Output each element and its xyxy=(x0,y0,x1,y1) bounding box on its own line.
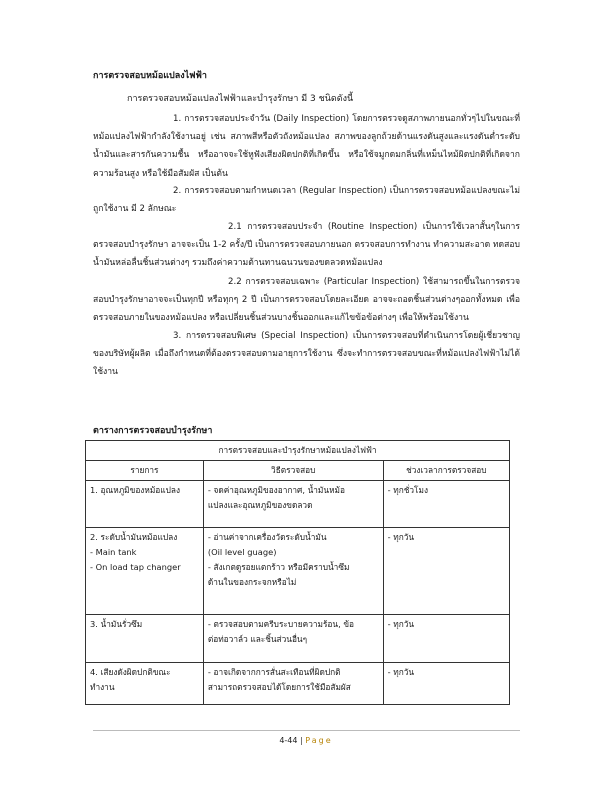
cell-line: - Main tank xyxy=(90,547,137,557)
cell-period xyxy=(383,528,509,615)
paragraph-particular-inspection xyxy=(93,273,520,328)
table-row xyxy=(86,615,510,663)
table-caption-row xyxy=(86,441,510,461)
cell-method xyxy=(203,615,383,663)
table-header-row xyxy=(86,461,510,481)
cell-period xyxy=(383,481,509,528)
cell-line: - จดค่าอุณหภูมิของอากาศ, น้ำมันหม้อ xyxy=(207,485,345,495)
paragraph-regular-text: 2. การตรวจสอบตามกำหนดเวลา (Regular Inspection) เป็นการตรวจสอบหม้อแปลงขณะไม่ถูกใช้งาน มี 2 ลักษณะ xyxy=(93,186,520,215)
paragraph-special-inspection xyxy=(93,327,520,382)
paragraph-daily-text: 1. การตรวจสอบประจำวัน (Daily Inspection) โดยการตรวจดูสภาพภายนอกทั่วๆไปในขณะที่หม้อแปลงไฟฟ้ากำลังใช้งานอยู่ เช่น สภาพสีหรือตัวถังหม้อแปลง สภาพของลูกถ้วยด้านแรงดันสูงและแรงดันต่ำระดับน้ำมันและสารกันความชื้น หรืออาจจะใช้หูฟังเสียงผิดปกติที่เกิดขึ้น หรือใช้จมูกดมกลิ่นที่เหม็นไหม้ผิดปกติที่เกิดจากความร้อนสูง หรือใช้มือสัมผัส เป็นต้น xyxy=(93,114,520,179)
cell-line: 1. อุณหภูมิของหม้อแปลง xyxy=(90,485,181,495)
page-label: Page xyxy=(305,736,333,745)
cell-line: สามารถตรวจสอบได้โดยการใช้มือสัมผัส xyxy=(207,682,351,692)
footer-divider xyxy=(93,730,520,731)
cell-method xyxy=(203,481,383,528)
cell-line: 3. น้ำมันรั่วซึม xyxy=(90,619,143,629)
cell-line: - ทุกวัน xyxy=(387,667,415,677)
paragraph-special-text: 3. การตรวจสอบพิเศษ (Special Inspection) เป็นการตรวจสอบที่ดำเนินการโดยผู้เชี่ยวชาญของบริษัทผู้ผลิต เมื่อถึงกำหนดที่ต้องตรวจสอบตามอายุการใช้งาน ซึ่งจะทำการตรวจสอบขณะที่หม้อแปลงไฟฟ้าไม่ได้ใช้งาน xyxy=(93,331,520,378)
intro-text: การตรวจสอบหม้อแปลงไฟฟ้าและบำรุงรักษา มี 3 ชนิดดังนี้ xyxy=(127,94,354,104)
cell-line: - อ่านค่าจากเครื่องวัดระดับน้ำมัน xyxy=(207,532,327,542)
cell-line: ทำงาน xyxy=(90,682,115,692)
cell-line: - ตรวจสอบตามครีบระบายความร้อน, ข้อ xyxy=(207,619,355,629)
cell-line: - อาจเกิดจากการสั่นสะเทือนที่ผิดปกติ xyxy=(207,667,341,677)
cell-line: แปลงและอุณหภูมิของขดลวด xyxy=(207,500,313,510)
page-footer xyxy=(0,736,612,745)
cell-method xyxy=(203,528,383,615)
cell-period xyxy=(383,615,509,663)
footer-separator: | xyxy=(300,736,303,745)
section-heading: การตรวจสอบหม้อแปลงไฟฟ้า xyxy=(93,71,207,81)
maintenance-table xyxy=(85,440,510,705)
cell-line: 2. ระดับน้ำมันหม้อแปลง xyxy=(90,532,178,542)
paragraph-routine-text: 2.1 การตรวจสอบประจำ (Routine Inspection) เป็นการใช้เวลาสั้นๆในการตรวจสอบบำรุงรักษา อาจจะเป็น 1-2 ครั้ง/ปี เป็นการตรวจสอบภายนอก ตรวจสอบการทำงาน ทำความสะอาด ทดสอบน้ำมันหล่อลื่นชิ้นส่วนต่างๆ รวมถึงค่าความต้านทานฉนวนของขดลวดหม้อแปลง xyxy=(93,222,520,269)
paragraph-routine-inspection xyxy=(93,218,520,273)
cell-item xyxy=(86,481,204,528)
cell-method xyxy=(203,663,383,705)
table-title: ตารางการตรวจสอบบำรุงรักษา xyxy=(93,426,213,436)
column-header-period: ช่วงเวลาการตรวจสอบ xyxy=(383,461,509,481)
cell-item xyxy=(86,663,204,705)
cell-line: ด้านในของกระจกหรือไม่ xyxy=(207,577,297,587)
paragraph-daily-inspection xyxy=(93,110,520,183)
cell-line: ต่อท่อวาล์ว และชิ้นส่วนอื่นๆ xyxy=(207,634,308,644)
cell-item xyxy=(86,615,204,663)
table-row xyxy=(86,481,510,528)
cell-line: 4. เสียงดังผิดปกติขณะ xyxy=(90,667,171,677)
cell-line: - ทุกวัน xyxy=(387,619,415,629)
cell-line: - ทุกวัน xyxy=(387,532,415,542)
cell-line: - สังเกตดูรอยแตกร้าว หรือมีคราบน้ำซึม xyxy=(207,562,350,572)
paragraph-particular-text: 2.2 การตรวจสอบเฉพาะ (Particular Inspection) ใช้สามารถขึ้นในการตรวจสอบบำรุงรักษาอาจจะเป็นทุกปี หรือทุกๆ 2 ปี เป็นการตรวจสอบโดยละเอียด อาจจะถอดชิ้นส่วนต่างๆออกทั้งหมด เพื่อตรวจสอบภายในของหม้อแปลง หรือเปลี่ยนชิ้นส่วนบางชิ้นออกและแก้ไขข้อข้อต่างๆ เพื่อให้พร้อมใช้งาน xyxy=(93,277,520,324)
page-number: 4-44 xyxy=(279,736,298,745)
column-header-item: รายการ xyxy=(86,461,204,481)
column-header-method: วิธีตรวจสอบ xyxy=(203,461,383,481)
cell-line: (Oil level guage) xyxy=(207,547,277,557)
cell-line: - ทุกชั่วโมง xyxy=(387,485,429,495)
table-caption: การตรวจสอบและบำรุงรักษาหม้อแปลงไฟฟ้า xyxy=(86,441,510,461)
paragraph-regular-inspection xyxy=(93,182,520,218)
table-row xyxy=(86,528,510,615)
cell-item xyxy=(86,528,204,615)
table-row xyxy=(86,663,510,705)
cell-period xyxy=(383,663,509,705)
cell-line: - On load tap changer xyxy=(90,562,181,572)
